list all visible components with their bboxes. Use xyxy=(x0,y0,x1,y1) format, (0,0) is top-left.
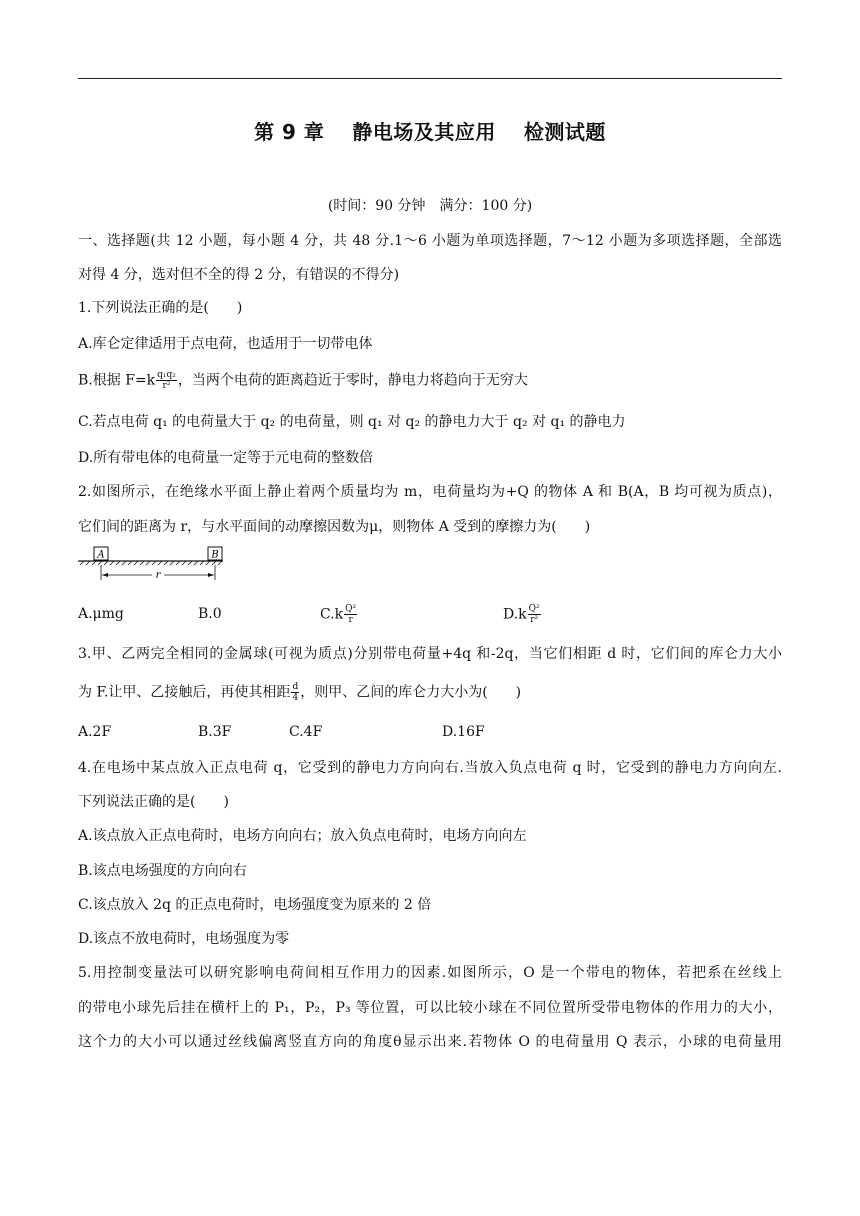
q2-option-d xyxy=(503,604,542,625)
q1-option-b xyxy=(78,370,528,391)
dim-arrow-right xyxy=(208,573,214,577)
q5-stem-line3: 这个力的大小可以通过丝线偏离竖直方向的角度θ显示出来.若物体 O 的电荷量用 Q 表示，小球的电荷量用 xyxy=(78,1034,782,1050)
q3-line2-suffix: ，则甲、乙间的库仑力大小为( ) xyxy=(300,684,522,701)
q4-option-a: A.该点放入正点电荷时，电场方向向右；放入负点电荷时，电场方向向左 xyxy=(78,828,527,844)
q3-stem-line1: 3.甲、乙两完全相同的金属球(可视为质点)分别带电荷量+4q 和-2q，当它们相距 d 时，它们间的库仑力大小 xyxy=(78,646,782,662)
q4-option-c: C.该点放入 2q 的正点电荷时，电场强度变为原来的 2 倍 xyxy=(78,897,432,913)
section1-instructions-line2: 对得 4 分，选对但不全的得 2 分，有错误的不得分) xyxy=(78,267,400,283)
q4-option-b: B.该点电场强度的方向向右 xyxy=(78,863,247,879)
q1-frac-den: r² xyxy=(162,381,171,391)
title-chapter: 第 9 章 xyxy=(254,120,325,144)
q4-option-d: D.该点不放电荷时，电场强度为零 xyxy=(78,931,290,947)
page-title xyxy=(0,116,860,145)
q2-option-c xyxy=(320,604,358,625)
q3-option-c: C.4F xyxy=(289,724,323,740)
q3-frac-num: d xyxy=(292,682,299,692)
q2-d-den: r² xyxy=(530,615,539,625)
q1-frac-num: q₁q₂ xyxy=(157,370,176,380)
q2-stem-line1: 2.如图所示，在绝缘水平面上静止着两个质量均为 m，电荷量均为+Q 的物体 A 和 B(A，B 均可视为质点)， xyxy=(78,484,782,500)
q3-option-b: B.3F xyxy=(198,724,232,740)
title-suffix: 检测试题 xyxy=(523,120,606,144)
q3-stem-line2 xyxy=(78,682,521,703)
q2-option-d-prefix: D.k xyxy=(503,606,527,623)
q1-option-d: D.所有带电体的电荷量一定等于元电荷的整数倍 xyxy=(78,450,374,466)
q4-stem-line2: 下列说法正确的是( ) xyxy=(78,794,229,810)
q2-c-den: r xyxy=(348,615,353,625)
block-a-label: A xyxy=(97,549,105,561)
q3-distance-fraction xyxy=(291,682,299,703)
q5-stem-line2: 的带电小球先后挂在横杆上的 P₁，P₂，P₃ 等位置，可以比较小球在不同位置所受带电物体的作用力的大小， xyxy=(78,1000,782,1016)
q5-stem-line1: 5.用控制变量法可以研究影响电荷间相互作用力的因素.如图所示，O 是一个带电的物体，若把系在丝线上 xyxy=(78,965,782,981)
q2-diagram xyxy=(78,544,223,586)
header-rule xyxy=(78,78,782,79)
dim-arrow-left xyxy=(102,573,108,577)
q3-frac-den: 4 xyxy=(292,693,299,703)
q4-stem-line1: 4.在电场中某点放入正点电荷 q，它受到的静电力方向向右.当放入负点电荷 q 时，它受到的静电力方向向左. xyxy=(78,760,782,776)
distance-label: r xyxy=(155,570,161,581)
q3-option-d: D.16F xyxy=(442,724,485,740)
q1-formula-fraction xyxy=(156,370,177,391)
q1-option-a: A.库仑定律适用于点电荷，也适用于一切带电体 xyxy=(78,336,373,352)
q1-option-b-prefix: B.根据 F=k xyxy=(78,372,156,389)
q2-option-b: B.0 xyxy=(198,606,222,622)
q2-option-c-fraction xyxy=(344,604,357,625)
q1-option-b-suffix: ，当两个电荷的距离趋近于零时，静电力将趋向于无穷大 xyxy=(177,372,528,389)
block-b-label: B xyxy=(211,549,219,561)
q2-option-c-prefix: C.k xyxy=(320,606,344,623)
q3-option-a: A.2F xyxy=(78,724,112,740)
exam-meta: (时间：90 分钟 满分：100 分) xyxy=(327,198,533,214)
section1-instructions-line1: 一、选择题(共 12 小题，每小题 4 分，共 48 分.1～6 小题为单项选择题，7～12 小题为多项选择题，全部选 xyxy=(78,233,782,249)
q2-c-num: Q² xyxy=(345,604,357,614)
title-topic: 静电场及其应用 xyxy=(352,120,496,144)
q2-d-num: Q² xyxy=(528,604,540,614)
q1-option-c: C.若点电荷 q₁ 的电荷量大于 q₂ 的电荷量，则 q₁ 对 q₂ 的静电力大于 q₂ 对 q₁ 的静电力 xyxy=(78,414,626,430)
q1-stem: 1.下列说法正确的是( ) xyxy=(78,300,243,316)
q2-stem-line2: 它们间的距离为 r，与水平面间的动摩擦因数为μ，则物体 A 受到的摩擦力为( ) xyxy=(78,519,591,535)
q2-option-a: A.μmg xyxy=(78,606,124,622)
q2-option-d-fraction xyxy=(528,604,541,625)
q3-line2-prefix: 为 F.让甲、乙接触后，再使其相距 xyxy=(78,684,291,701)
